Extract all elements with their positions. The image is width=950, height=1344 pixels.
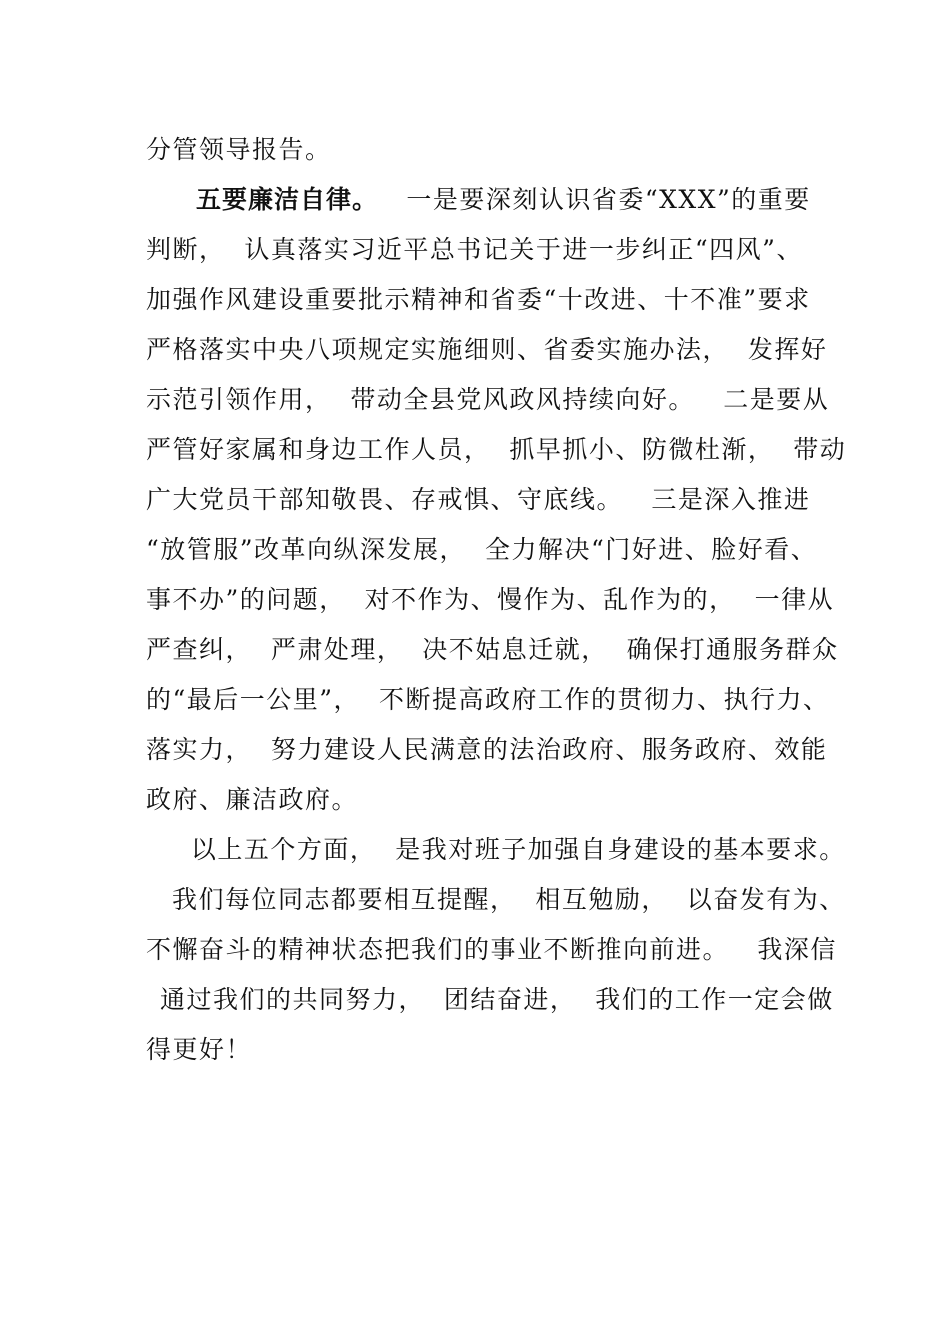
text-line-14: 政府、廉洁政府。 xyxy=(146,785,359,814)
text-line-4: 加强作风建设重要批示精神和省委“十改进、十不准”要求 xyxy=(146,285,811,314)
section-heading: 五要廉洁自律。 xyxy=(196,185,379,214)
text-line-8: 广大党员干部知敬畏、存戒惧、守底线。 三是深入推进 xyxy=(146,485,811,514)
heading-continuation: 一是要深刻认识省委“XXX”的重要 xyxy=(378,185,811,214)
section-heading-line xyxy=(196,184,811,216)
text-line-1: 分管领导报告。 xyxy=(146,135,332,164)
text-line-6: 示范引领作用， 带动全县党风政风持续向好。 二是要从 xyxy=(146,385,830,414)
text-line-16: 我们每位同志都要相互提醒， 相互勉励， 以奋发有为、 xyxy=(172,885,846,914)
text-line-7: 严管好家属和身边工作人员， 抓早抓小、防微杜渐， 带动 xyxy=(146,435,847,464)
text-line-10: 事不办”的问题， 对不作为、慢作为、乱作为的， 一律从 xyxy=(146,585,835,614)
text-line-5: 严格落实中央八项规定实施细则、省委实施办法， 发挥好 xyxy=(146,335,828,364)
text-line-15: 以上五个方面， 是我对班子加强自身建设的基本要求。 xyxy=(172,835,846,864)
text-line-18: 通过我们的共同努力， 团结奋进， 我们的工作一定会做 xyxy=(160,985,834,1014)
text-line-11: 严查纠， 严肃处理， 决不姑息迁就， 确保打通服务群众 xyxy=(146,635,839,664)
text-line-12: 的“最后一公里”， 不断提高政府工作的贯彻力、执行力、 xyxy=(146,685,830,714)
text-line-17: 不懈奋斗的精神状态把我们的事业不断推向前进。 我深信 xyxy=(146,935,837,964)
text-line-9: “放管服”改革向纵深发展， 全力解决“门好进、脸好看、 xyxy=(146,535,818,564)
text-line-19: 得更好！ xyxy=(146,1035,253,1064)
text-line-13: 落实力， 努力建设人民满意的法治政府、服务政府、效能 xyxy=(146,735,828,764)
text-line-3: 判断， 认真落实习近平总书记关于进一步纠正“四风”、 xyxy=(146,235,803,264)
